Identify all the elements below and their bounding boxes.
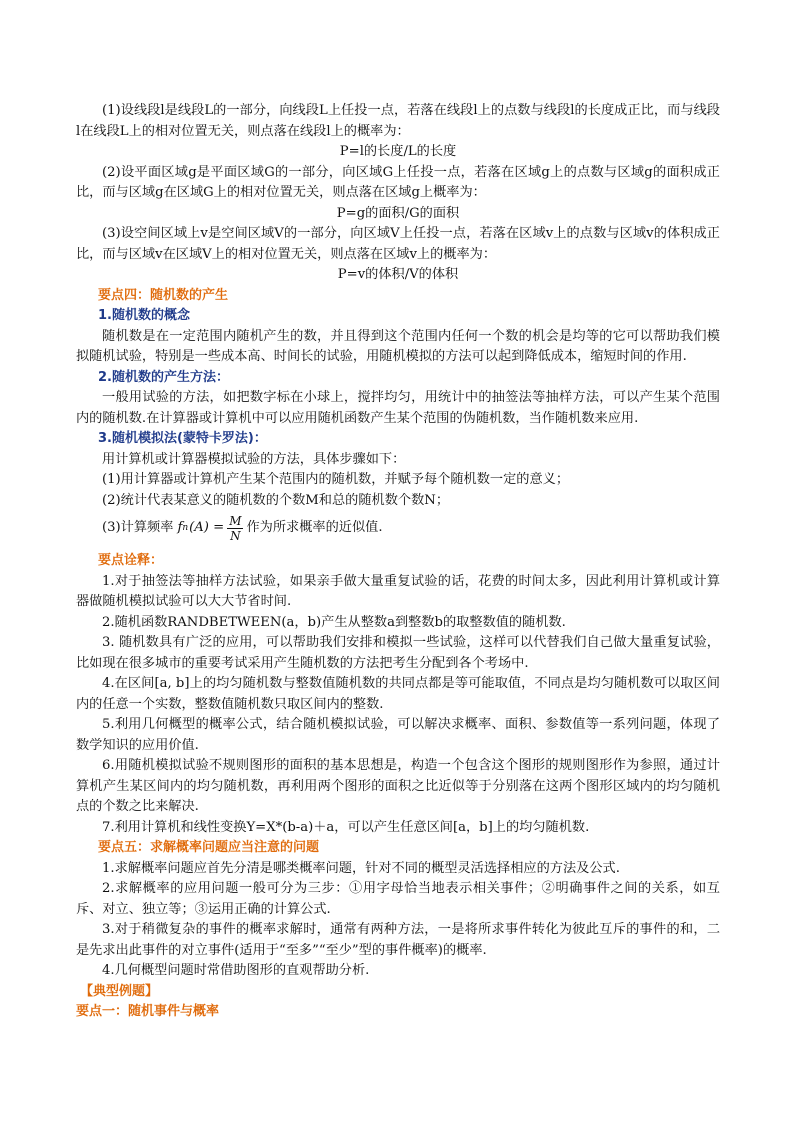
document-page	[76, 101, 720, 1023]
note-3: 3. 随机数具有广泛的应用，可以帮助我们安排和模拟一些试验，这样可以代替我们自己做大量重复试验，比如现在很多城市的重要考试采用产生随机数的方法把考生分配到各个考场中.	[76, 635, 720, 671]
step-3-suffix: 作为所求概率的近似值.	[246, 519, 383, 535]
geo-case-1: (1)设线段l是线段L的一部分，向线段L上任投一点，若落在线段l上的点数与线段l的长度成正比，而与线段l在线段L上的相对位置无关，则点落在线段l上的概率为：	[76, 103, 720, 139]
section-4-title: 要点四：随机数的产生	[98, 287, 229, 303]
fraction-numerator: M	[229, 513, 242, 528]
section-4-paragraph-2: 一般用试验的方法，如把数字标在小球上，搅拌均匀，用统计中的抽签法等抽样方法，可以产生某个范围内的随机数.在计算器或计算机中可以应用随机函数产生某个范围的伪随机数，当作随机数来应用.	[76, 390, 720, 426]
section-4-heading-2: 2.随机数的产生方法：	[98, 369, 229, 385]
note-5: 5.利用几何概型的概率公式，结合随机模拟试验，可以解决求概率、面积、参数值等一系列问题，体现了数学知识的应用价值.	[76, 717, 720, 753]
note-6: 6.用随机模拟试验不规则图形的面积的基本思想是，构造一个包含这个图形的规则图形作为参照，通过计算机产生某区间内的均匀随机数，再利用两个图形的面积之比近似等于分别落在这两个图形区域内的均匀随机点的个数之比来解决.	[76, 758, 720, 814]
examples-title: 【典型例题】	[80, 983, 159, 999]
note-4: 4.在区间[a, b]上的均匀随机数与整数值随机数的共同点都是等可能取值，不同点是均匀随机数可以取区间内的任意一个实数，整数值随机数只取区间内的整数.	[76, 676, 720, 712]
geo-formula-3: P=v的体积/V的体积	[337, 267, 459, 282]
frequency-subscript: n	[182, 522, 189, 533]
notes-title: 要点诠释：	[98, 553, 164, 568]
section-4-heading-3: 3.随机模拟法(蒙特卡罗法)：	[98, 431, 267, 446]
section-5-paragraph-4: 4.几何概型问题时常借助图形的直观帮助分析.	[102, 963, 370, 978]
fraction-denominator: N	[230, 528, 241, 543]
step-1: (1)用计算器或计算机产生某个范围内的随机数，并赋予每个随机数一定的意义；	[102, 472, 570, 487]
section-4-paragraph-1: 随机数是在一定范围内随机产生的数，并且得到这个范围内任何一个数的机会是均等的它可以帮助我们模拟随机试验，特别是一些成本高、时间长的试验，用随机模拟的方法可以起到降低成本，缩短时间的作用.	[76, 328, 720, 364]
geo-case-3: (3)设空间区域上v是空间区域V的一部分，向区域V上任投一点，若落在区域v上的点数与区域v的体积成正比，而与区域v在区域V上的相对位置无关，则点落在区域v上的概率为：	[76, 226, 720, 262]
note-7: 7.利用计算机和线性变换Y=X*(b-a)＋a，可以产生任意区间[a，b]上的均匀随机数.	[102, 819, 590, 835]
section-5-paragraph-1: 1.求解概率问题应首先分清是哪类概率问题，针对不同的概型灵活选择相应的方法及公式.	[102, 860, 620, 876]
section-5-title: 要点五：求解概率问题应当注意的问题	[98, 840, 320, 855]
geo-formula-1: P=l的长度/L的长度	[339, 144, 457, 159]
section-5-paragraph-2: 2.求解概率的应用问题一般可分为三步：①用字母恰当地表示相关事件；②明确事件之间的关系，如互斥、对立、独立等；③运用正确的计算公式.	[76, 881, 720, 917]
frequency-symbol: f	[177, 519, 183, 535]
geo-case-2: (2)设平面区域g是平面区域G的一部分，向区域G上任投一点，若落在区域g上的点数与区域g的面积成正比，而与区域g在区域G上的相对位置无关，则点落在区域g上概率为：	[76, 164, 720, 200]
note-1: 1.对于抽签法等抽样方法试验，如果亲手做大量重复试验的话，花费的时间太多，因此利用计算机或计算器做随机模拟试验可以大大节省时间.	[76, 573, 720, 609]
section-4-heading-1: 1.随机数的概念	[98, 308, 190, 323]
geo-formula-2: P=g的面积/G的面积	[336, 205, 460, 221]
section-5-paragraph-3: 3.对于稍微复杂的事件的概率求解时，通常有两种方法，一是将所求事件转化为彼此互斥的事件的和，二是先求出此事件的对立事件(适用于“至多”“至少”型的事件概率)的概率.	[76, 922, 720, 958]
frequency-argument: (A) =	[189, 519, 225, 535]
note-2: 2.随机函数RANDBETWEEN(a，b)产生从整数a到整数b的取整数值的随机数.	[102, 614, 566, 630]
section-4-paragraph-3: 用计算机或计算器模拟试验的方法，具体步骤如下：	[102, 451, 406, 467]
step-2: (2)统计代表某意义的随机数的个数M和总的随机数个数N；	[102, 492, 450, 508]
step-3	[76, 511, 720, 545]
frequency-fraction	[227, 514, 243, 543]
examples-subtitle: 要点一：随机事件与概率	[76, 1004, 220, 1019]
step-3-prefix: (3)计算频率	[102, 519, 174, 535]
